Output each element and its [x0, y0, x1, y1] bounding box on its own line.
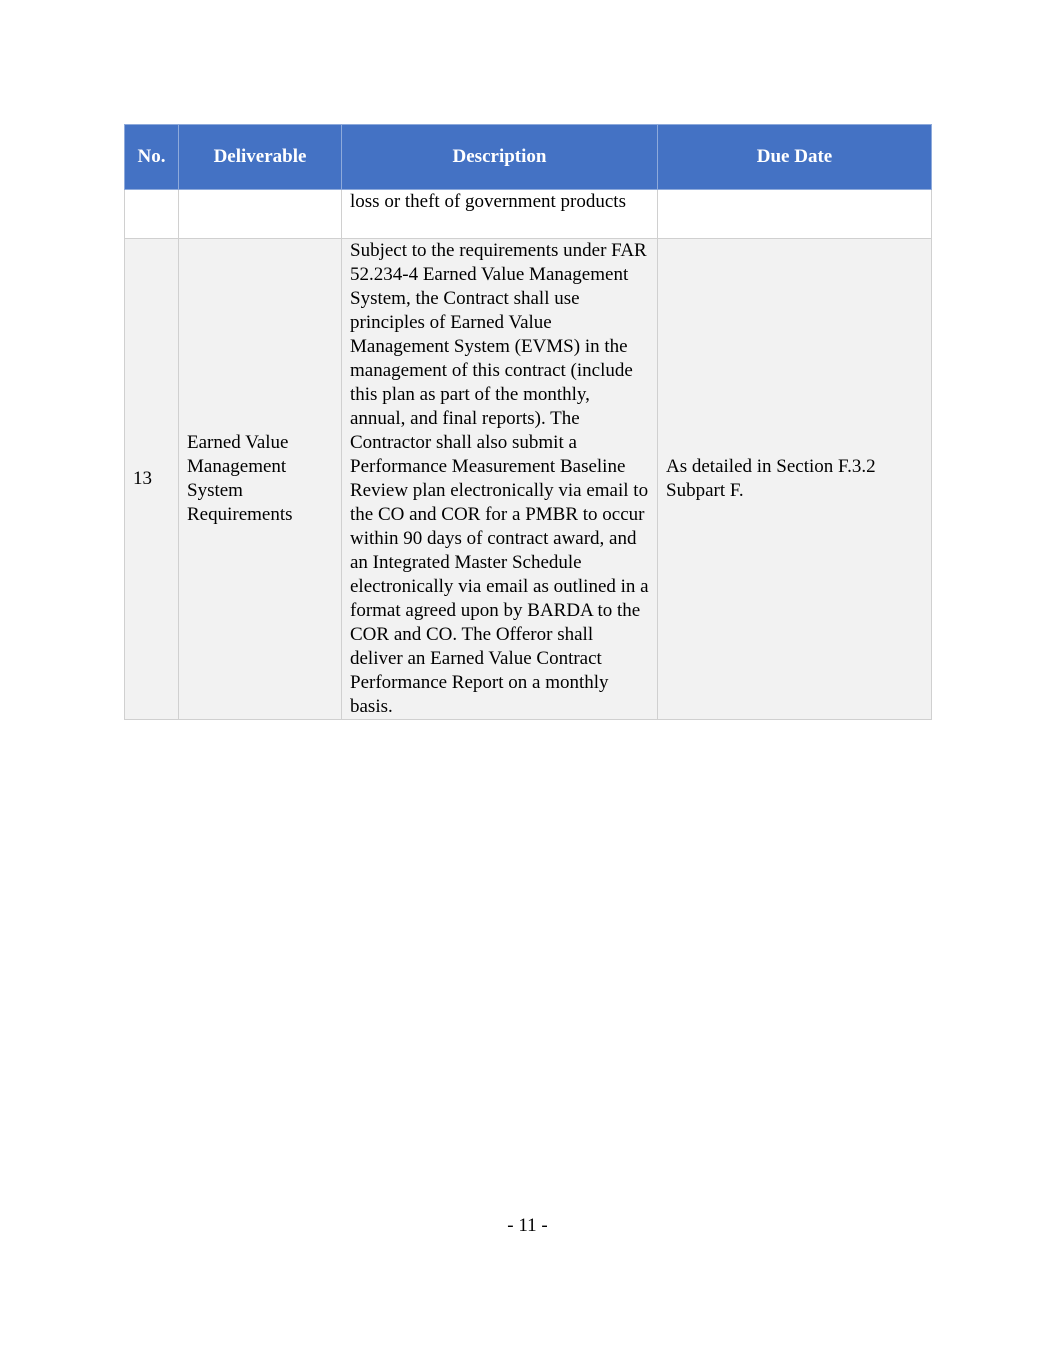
table-header-row: [125, 125, 932, 190]
cell-no: [125, 190, 179, 239]
cell-deliverable: [179, 190, 342, 239]
cell-due-date: As detailed in Section F.3.2 Subpart F.: [658, 239, 932, 720]
header-deliverable: Deliverable: [179, 125, 342, 190]
cell-description: Subject to the requirements under FAR 52.234-4 Earned Value Management System, the Contract shall use principles of Earned Value Management System (EVMS) in the management of this contract (include this plan as part of the monthly, annual, and final reports). The Contractor shall also submit a Performance Measurement Baseline Review plan electronically via email to the CO and COR for a PMBR to occur within 90 days of contract award, and an Integrated Master Schedule electronically via email as outlined in a format agreed upon by BARDA to the COR and CO. The Offeror shall deliver an Earned Value Contract Performance Report on a monthly basis.: [342, 239, 658, 720]
table-row: [125, 190, 932, 239]
cell-deliverable: Earned Value Management System Requirements: [179, 239, 342, 720]
deliverables-table: [124, 124, 932, 720]
header-due-date: Due Date: [658, 125, 932, 190]
header-description: Description: [342, 125, 658, 190]
cell-due-date: [658, 190, 932, 239]
cell-description: loss or theft of government products: [342, 190, 658, 239]
header-no: No.: [125, 125, 179, 190]
table-row: [125, 239, 932, 720]
cell-no: 13: [125, 239, 179, 720]
page-number: - 11 -: [507, 1215, 548, 1236]
